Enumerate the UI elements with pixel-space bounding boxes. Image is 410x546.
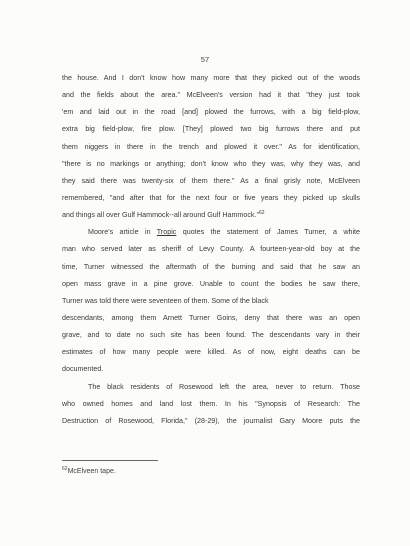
text-line: the house. And I don't know how many more that they picked out of the woods xyxy=(62,74,360,82)
text-line: documented. xyxy=(62,365,104,374)
paragraph-first-line: The black residents of Rosewood left the area, never to return. Those xyxy=(88,382,360,391)
text-line: extra big field-plow, fire plow. [They] plowed two big furrows there and put xyxy=(62,125,360,134)
text-line: Turner was told there were seventeen of them. Some of the black xyxy=(62,296,269,305)
footnote-reference: 62 xyxy=(259,210,265,217)
text-line: descendants, among them Arnett Turner Goins, deny that there was an open xyxy=(62,313,360,322)
page-number: 57 xyxy=(200,55,210,64)
paragraph-first-line: Moore's article in Tropic quotes the statement of James Turner, a white xyxy=(88,228,360,237)
footnote-text: McElveen tape. xyxy=(67,468,116,475)
text-line: them niggers in there in the trench and plowed it over." As for identification, xyxy=(62,142,360,151)
footnote-divider xyxy=(62,460,158,461)
text-line: estimates of how many people were killed. As of now, eight deaths can be xyxy=(62,348,360,357)
text-line: "there is no markings or anything; don't know who they was, why they was, and xyxy=(62,159,360,168)
text-line: 'em and laid out in the road [and] plowed the furrows, with a big field-plow, xyxy=(62,108,360,117)
publication-title: Tropic xyxy=(156,228,177,237)
text-line: they said there was twenty-six of them there." As a final grisly note, McElveen xyxy=(62,176,360,185)
text-line: time, Turner witnessed the aftermath of the burning and said that he saw an xyxy=(62,262,360,271)
text-line: grave, and to date no such site has been found. The descendants vary in their xyxy=(62,331,360,340)
text-line: open mass grave in a pine grove. Unable to count the bodies he saw there, xyxy=(62,279,360,288)
text-line: Destruction of Rosewood, Florida," (28-29), the journalist Gary Moore puts the xyxy=(62,416,360,425)
text-line: and things all over Gulf Hammock--all around Gulf Hammock."$^{62}$ xyxy=(62,210,265,220)
text-line: man who served later as sheriff of Levy County. A fourteen-year-old boy at the xyxy=(62,245,360,254)
footnote xyxy=(62,468,116,475)
footnote-marker: 62 xyxy=(62,466,68,472)
body-text xyxy=(62,70,360,430)
text-line: and the fields about the area." McElveen's version had it that "they just took xyxy=(62,91,360,100)
text-line: who owned homes and land lost them. In his "Synopsis of Research: The xyxy=(62,399,360,408)
text-line: remembered, "and after that for the next four or five years they picked up skulls xyxy=(62,193,360,202)
